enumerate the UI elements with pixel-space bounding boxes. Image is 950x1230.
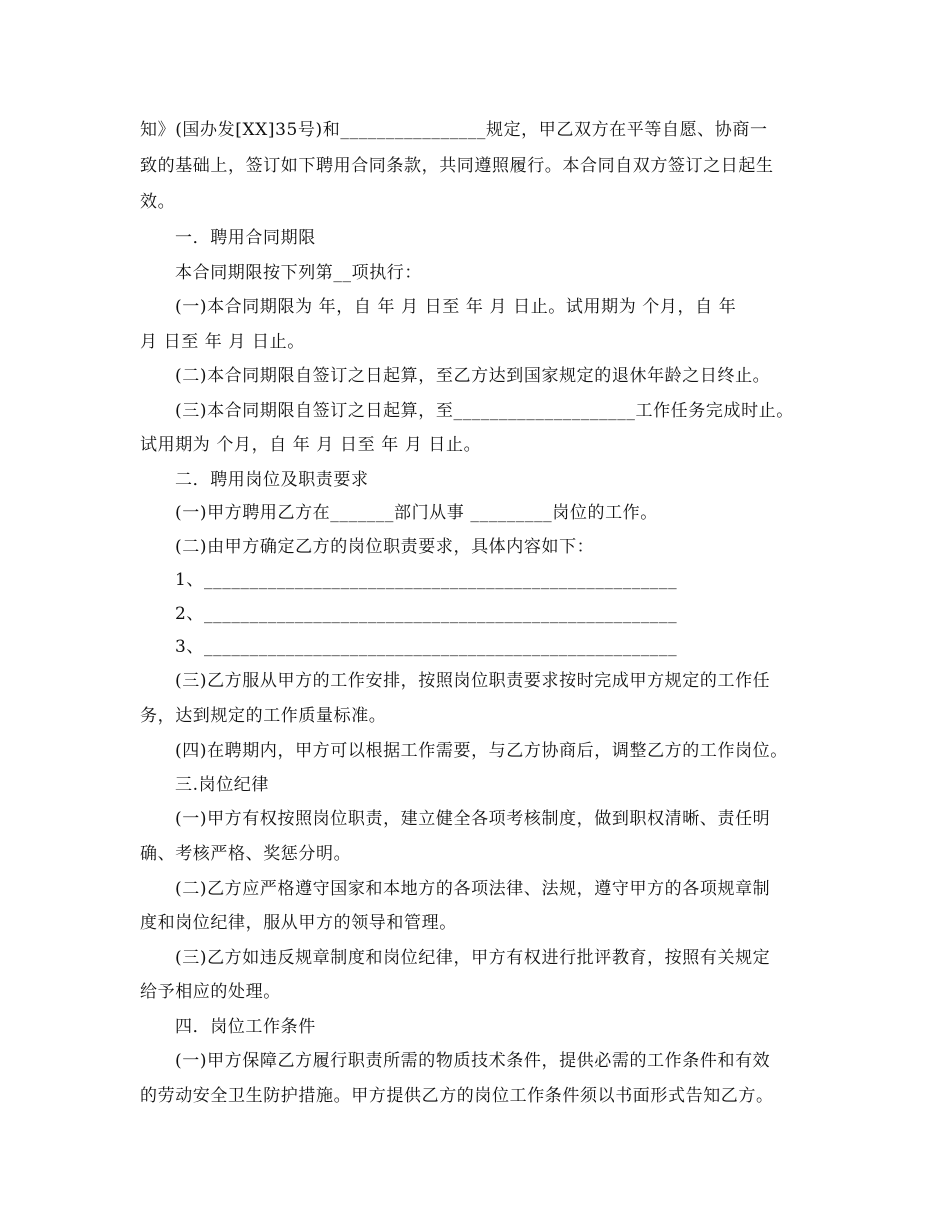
section-heading: 三.岗位纪律 <box>175 775 270 795</box>
paragraph-line: (三)乙方服从甲方的工作安排，按照岗位职责要求按时完成甲方规定的工作任 <box>175 671 771 691</box>
paragraph-line: 试用期为 个月，自 年 月 日至 年 月 日止。 <box>140 435 482 455</box>
list-item: 3、____________________________________________________ <box>175 637 678 657</box>
section-heading: 四．岗位工作条件 <box>175 1017 316 1037</box>
paragraph-line: 月 日至 年 月 日止。 <box>140 332 305 352</box>
paragraph-line: (二)由甲方确定乙方的岗位职责要求，具体内容如下： <box>175 537 595 557</box>
paragraph-line: (三)本合同期限自签订之日起算，至____________________工作任务完成时止。 <box>175 401 794 421</box>
paragraph-line: 的劳动安全卫生防护措施。甲方提供乙方的岗位工作条件须以书面形式告知乙方。 <box>140 1086 774 1106</box>
paragraph-line: (二)乙方应严格遵守国家和本地方的各项法律、法规，遵守甲方的各项规章制 <box>175 879 771 899</box>
paragraph-line: 确、考核严格、奖惩分明。 <box>140 844 352 864</box>
paragraph-line: 效。 <box>140 192 176 212</box>
paragraph-line: 给予相应的处理。 <box>140 982 281 1002</box>
paragraph-line: (一)本合同期限为 年，自 年 月 日至 年 月 日止。试用期为 个月，自 年 <box>175 297 737 317</box>
paragraph-line: 致的基础上，签订如下聘用合同条款，共同遵照履行。本合同自双方签订之日起生 <box>140 156 774 176</box>
paragraph-line: 知》(国办发[XX]35号)和________________规定，甲乙双方在平等自愿、协商一 <box>140 120 768 140</box>
paragraph-line: 度和岗位纪律，服从甲方的领导和管理。 <box>140 913 457 933</box>
paragraph-line: 本合同期限按下列第__项执行： <box>175 263 422 283</box>
list-item: 1、____________________________________________________ <box>175 570 678 590</box>
section-heading: 一．聘用合同期限 <box>175 228 316 248</box>
paragraph-line: 务，达到规定的工作质量标准。 <box>140 706 387 726</box>
paragraph-line: (四)在聘期内，甲方可以根据工作需要，与乙方协商后，调整乙方的工作岗位。 <box>175 741 788 761</box>
paragraph-line: (二)本合同期限自签订之日起算，至乙方达到国家规定的退休年龄之日终止。 <box>175 366 771 386</box>
paragraph-line: (一)甲方保障乙方履行职责所需的物质技术条件，提供必需的工作条件和有效 <box>175 1051 771 1071</box>
paragraph-line: (三)乙方如违反规章制度和岗位纪律，甲方有权进行批评教育，按照有关规定 <box>175 948 771 968</box>
paragraph-line: (一)甲方聘用乙方在_______部门从事 _________岗位的工作。 <box>175 503 658 523</box>
paragraph-line: (一)甲方有权按照岗位职责，建立健全各项考核制度，做到职权清晰、责任明 <box>175 809 771 829</box>
section-heading: 二．聘用岗位及职责要求 <box>175 470 369 490</box>
list-item: 2、____________________________________________________ <box>175 604 678 624</box>
